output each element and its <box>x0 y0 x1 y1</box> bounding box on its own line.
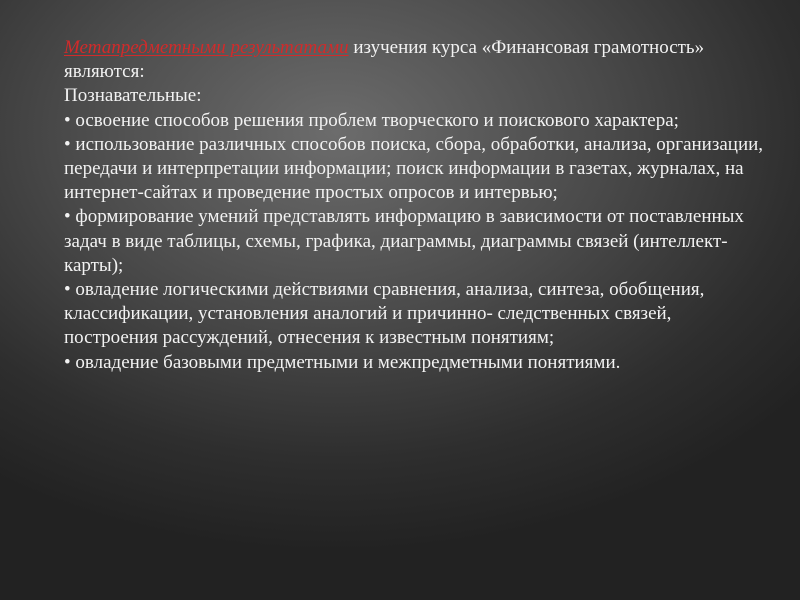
bullet-item: • формирование умений представлять информацию в зависимости от поставленных задач в виде таблицы, схемы, графика, диаграммы, диаграммы связей (интеллект-карты); <box>64 206 744 276</box>
bullet-item: • использование различных способов поиска, сбора, обработки, анализа, организации, передачи и интерпретации информации; поиск информации в газетах, журналах, на интернет-сайтах и проведение простых опросов и интервью; <box>64 133 764 204</box>
highlighted-term: Метапредметными результатами <box>64 37 349 58</box>
bullet-item: • овладение логическими действиями сравнения, анализа, синтеза, обобщения, классификации, установления аналогий и причинно- следственных связей, построения рассуждений, отнесения к известным понятиям; <box>64 279 705 349</box>
intro-text: изучения курса «Финансовая грамотность» являются: <box>64 37 705 83</box>
slide-text-body <box>64 36 764 375</box>
intro-paragraph <box>64 36 764 84</box>
bullet-item: • овладение базовыми предметными и межпредметными понятиями. <box>64 351 621 373</box>
bullet-item: • освоение способов решения проблем творческого и поискового характера; <box>64 109 679 131</box>
section-heading: Познавательные: <box>64 85 202 107</box>
